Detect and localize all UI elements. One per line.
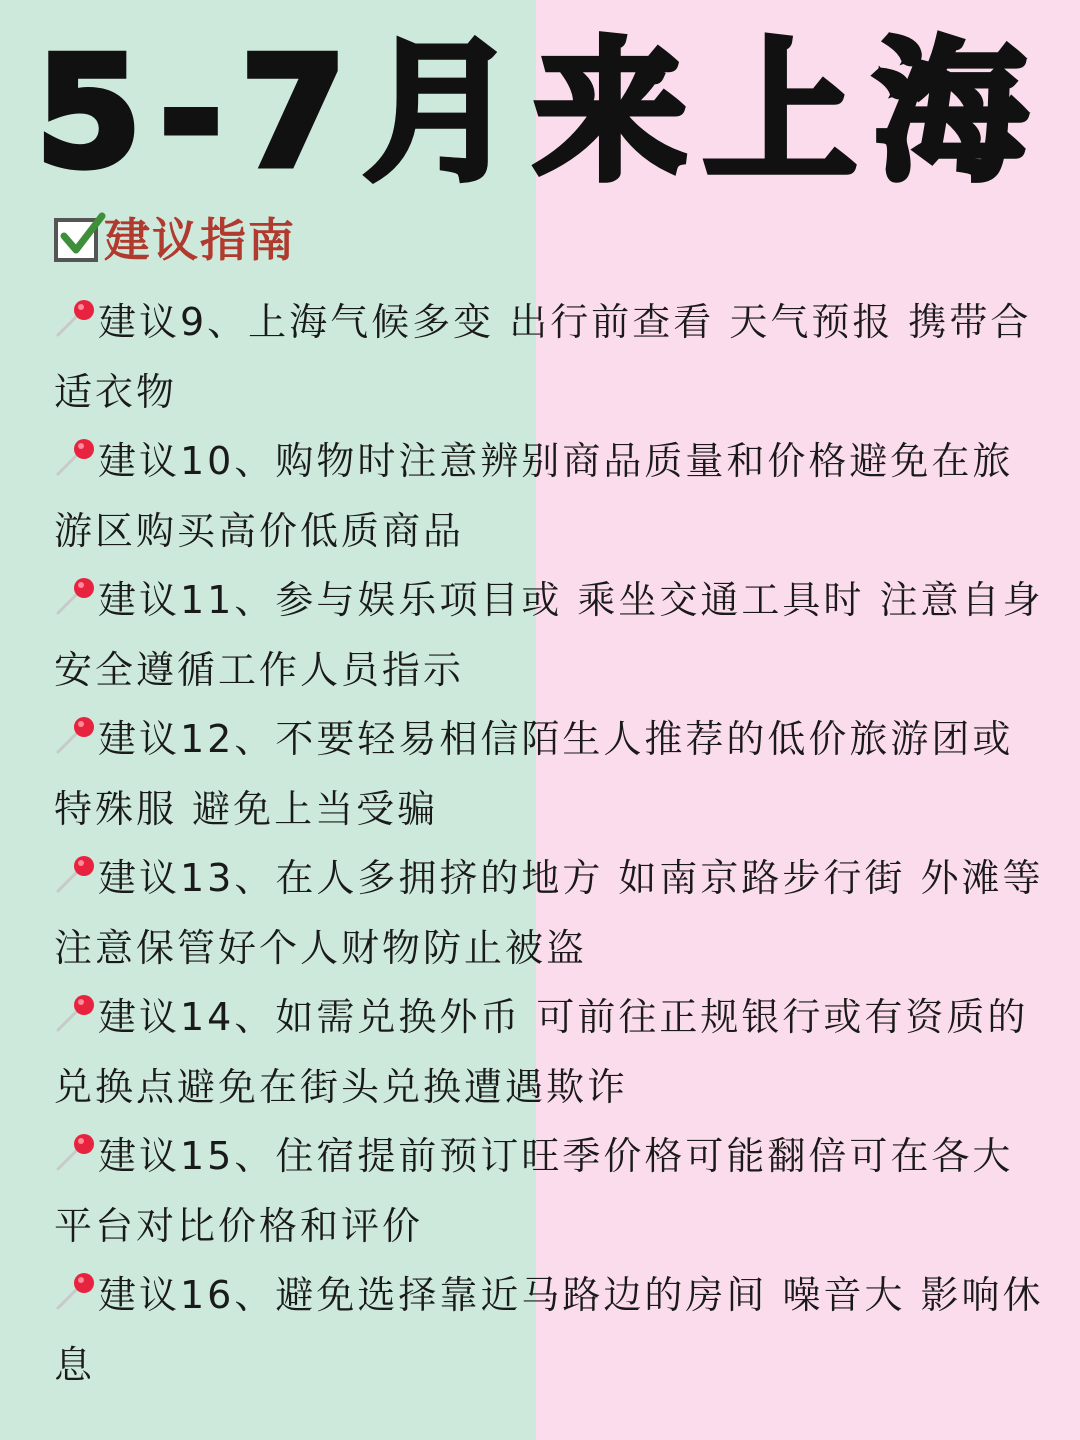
list-item	[54, 427, 1054, 566]
tip-text: 建议9、上海气候多变 出行前查看 天气预报 携带合适衣物	[54, 300, 1032, 414]
tip-text: 建议11、参与娱乐项目或 乘坐交通工具时 注意自身安全遵循工作人员指示	[54, 578, 1044, 692]
tip-text: 建议14、如需兑换外币 可前往正规银行或有资质的兑换点避免在街头兑换遭遇欺诈	[54, 995, 1029, 1109]
pushpin-icon	[54, 1133, 96, 1173]
list-item	[54, 288, 1054, 427]
tip-text: 建议15、住宿提前预订旺季价格可能翻倍可在各大平台对比价格和评价	[54, 1134, 1014, 1248]
tip-text: 建议10、购物时注意辨别商品质量和价格避免在旅游区购买高价低质商品	[54, 439, 1014, 553]
pushpin-icon	[54, 716, 96, 756]
pushpin-icon	[54, 855, 96, 895]
tip-text: 建议13、在人多拥挤的地方 如南京路步行街 外滩等 注意保管好个人财物防止被盗	[54, 856, 1044, 970]
page-title: 5-7月来上海	[35, 24, 1045, 201]
list-item	[54, 844, 1054, 983]
pushpin-icon	[54, 1272, 96, 1312]
pushpin-icon	[54, 577, 96, 617]
tip-text: 建议12、不要轻易相信陌生人推荐的低价旅游团或特殊服 避免上当受骗	[54, 717, 1014, 831]
list-item	[54, 1122, 1054, 1261]
list-item	[54, 705, 1054, 844]
pushpin-icon	[54, 299, 96, 339]
check-box-icon	[54, 218, 98, 262]
subheading	[54, 208, 296, 272]
tip-text: 建议16、避免选择靠近马路边的房间 噪音大 影响休息	[54, 1273, 1044, 1387]
tips-list	[54, 288, 1054, 1400]
subheading-label: 建议指南	[104, 213, 296, 267]
list-item	[54, 1261, 1054, 1400]
pushpin-icon	[54, 994, 96, 1034]
list-item	[54, 983, 1054, 1122]
list-item	[54, 566, 1054, 705]
pushpin-icon	[54, 438, 96, 478]
